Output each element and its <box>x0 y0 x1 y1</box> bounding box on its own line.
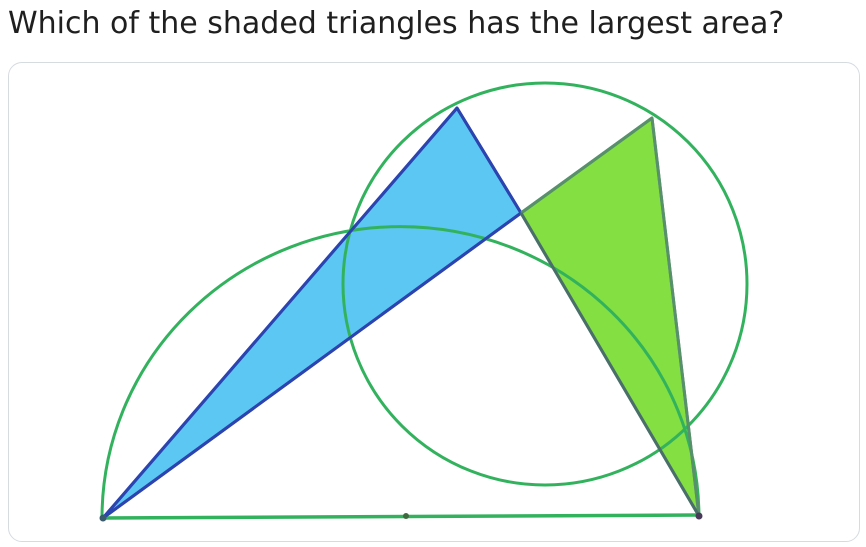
question-title: Which of the shaded triangles has the largest area? <box>8 6 785 41</box>
blue-edge-long <box>103 213 521 518</box>
figure-card <box>8 62 860 542</box>
green-triangle <box>521 118 699 516</box>
vertex-bottom-left <box>100 515 107 522</box>
blue-triangle <box>103 108 521 518</box>
center-dot <box>403 513 409 519</box>
base-diameter <box>102 515 699 518</box>
blue-edge-left <box>103 108 457 518</box>
vertex-bottom-right <box>696 513 703 520</box>
geometry-figure <box>8 62 860 542</box>
